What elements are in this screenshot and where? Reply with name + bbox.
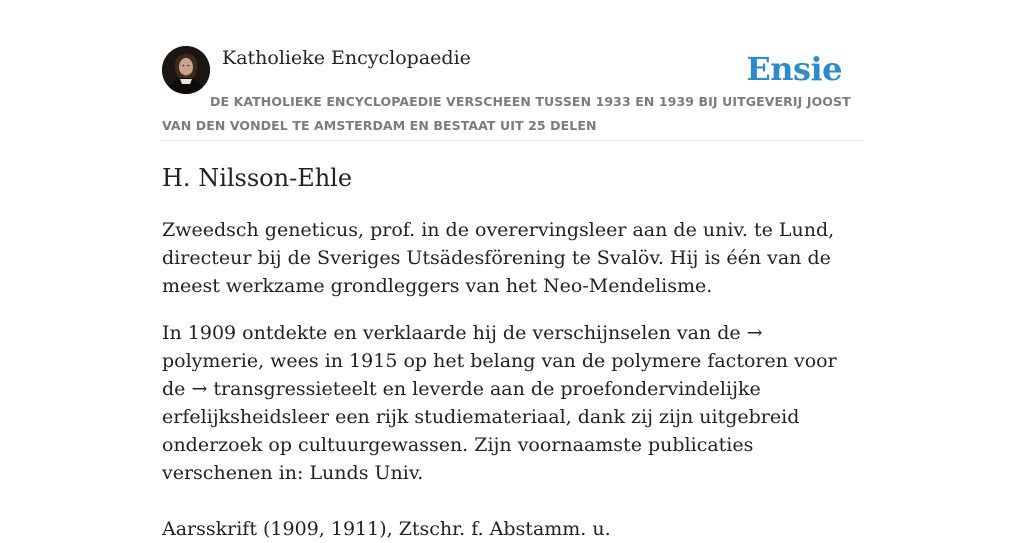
publication-header bbox=[162, 45, 862, 141]
publication-title[interactable]: Katholieke Encyclopaedie bbox=[222, 47, 471, 69]
portrait-icon bbox=[162, 46, 210, 94]
article-paragraph: Aarsskrift (1909, 1911), Ztschr. f. Abstamm. u. bbox=[162, 518, 611, 540]
article-paragraph: In 1909 ontdekte en verklaarde hij de verschijnselen van de → polymerie, wees in 1915 op het belang van de polymere factoren voor de → transgressieteelt en leverde aan de proefondervindelijke erfelijksheidsleer een rijk studiemateriaal, dank zij zijn uitgebreid onderzoek op cultuurgewassen. Zijn voornaamste publicaties verschenen in: Lunds Univ. bbox=[162, 322, 837, 484]
ensie-logo[interactable]: Ensie bbox=[746, 50, 842, 88]
article-title: H. Nilsson-Ehle bbox=[162, 164, 353, 192]
article-paragraph: Zweedsch geneticus, prof. in de overervingsleer aan de univ. te Lund, directeur bij de Sveriges Utsädesförening te Svalöv. Hij is één van de meest werkzame grondleggers van het Neo-Mendelisme. bbox=[162, 219, 835, 297]
article bbox=[162, 160, 862, 543]
publication-avatar[interactable] bbox=[162, 46, 210, 94]
publication-description: DE KATHOLIEKE ENCYCLOPAEDIE VERSCHEEN TUSSEN 1933 EN 1939 BIJ UITGEVERIJ JOOST VAN DEN VONDEL TE AMSTERDAM EN BESTAAT UIT 25 DELEN bbox=[162, 94, 851, 133]
